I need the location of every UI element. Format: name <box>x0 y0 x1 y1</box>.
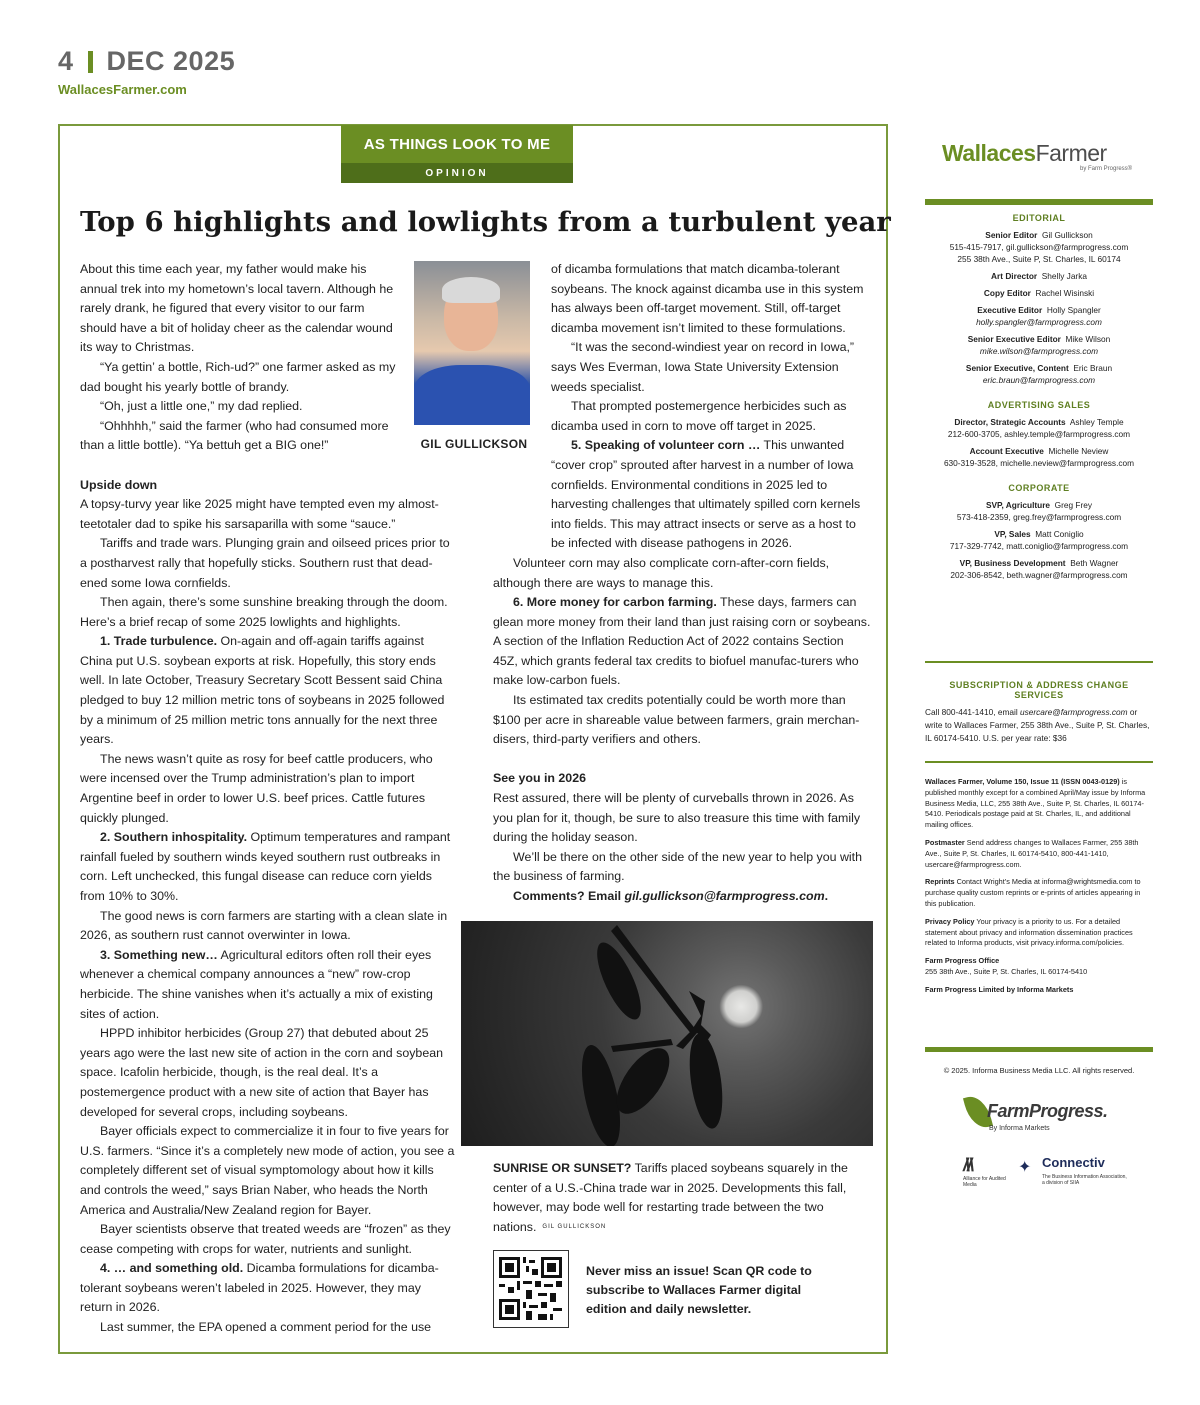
staff-contact: 202-306-8542, beth.wagner@farmprogress.com <box>950 570 1128 580</box>
fine-text: Send address changes to Wallaces Farmer, 255 38th Ave., Suite P, St. Charles, IL 60174-5410, 800-441-1410, usercare@farmprogress.com. <box>925 837 1139 869</box>
subscription-text <box>925 706 1153 745</box>
staff-entry <box>925 499 1153 523</box>
list-item-text: On-again and off-again tariffs against China put U.S. soybean exports at risk. Hopefully, this story ends well. In late October, Treasury Secretary Scott Bessent said China pledged to buy 12 million metric tons of soybeans in 2025 followed by a minimum of 25 million metric tons annually for the next three years. <box>80 634 445 747</box>
list-item <box>80 1259 456 1318</box>
kicker-sub: OPINION <box>341 163 573 183</box>
staff-name: Beth Wagner <box>1070 558 1119 568</box>
sidebar-rule <box>925 661 1153 663</box>
staff-name: Ashley Temple <box>1069 417 1124 427</box>
photo-credit: GIL GULLICKSON <box>542 1223 607 1230</box>
staff-contact: 573-418-2359, greg.frey@farmprogress.com <box>956 512 1122 522</box>
paragraph: About this time each year, my father would make his annual trek into my hometown’s local tavern. Although he rarely drank, he figured that every visitor to our farm should have a bit of holiday cheer as the calendar wound its way to Christmas. <box>80 262 394 355</box>
headline: Top 6 highlights and lowlights from a turbulent year <box>80 206 891 238</box>
subscription-email[interactable]: usercare@farmprogress.com <box>1020 707 1128 717</box>
paragraph: Volunteer corn may also complicate corn-after-corn fields, although there are ways to manage this. <box>493 555 830 590</box>
paragraph: Bayer scientists observe that treated weeds are “frozen” as they cease competing with crops for water, nutrients and sunlight. <box>80 1222 451 1256</box>
staff-entry <box>925 557 1153 581</box>
connectiv-name: Connectiv <box>1042 1155 1105 1170</box>
paragraph: That prompted postemergence herbicides such as dicamba used in corn to move off target in 2025. <box>551 399 847 433</box>
fine-bold: Wallaces Farmer, Volume 150, Issue 11 (ISSN 0043-0129) <box>925 777 1120 786</box>
ltd-info <box>925 985 1153 996</box>
list-item-title: 1. Trade turbulence. <box>100 634 218 649</box>
sub-text-2: or write to Wallaces Farmer, 255 38th Ave., Suite P, St. Charles, IL 60174-5410. U.S. per year rate: $36 <box>925 707 1150 743</box>
soybean-moon-photo <box>461 921 873 1146</box>
publication-info <box>925 777 1153 831</box>
postmaster-info <box>925 838 1153 870</box>
paragraph: We’ll be there on the other side of the new year to help you with the business of farming. <box>493 849 862 884</box>
sidebar-rule <box>925 1047 1153 1052</box>
subscription-services <box>925 680 1153 745</box>
staff-role: VP, Sales <box>994 529 1031 539</box>
paragraph: of dicamba formulations that match dicamba-tolerant soybeans. The knock against dicamba use in this system has always been off-target movement. Still, off-target dicamba movement isn’t limited to these formulations. <box>551 262 864 335</box>
staff-contact: 717-329-7742, matt.coniglio@farmprogress.com <box>949 541 1129 551</box>
list-item <box>80 632 456 750</box>
paragraph: Then again, there’s some sunshine breaking through the doom. Here’s a brief recap of some 2025 lowlights and highlights. <box>80 595 448 629</box>
article-column-2 <box>493 260 871 907</box>
paragraph: “Ohhhhh,” said the farmer (who had consumed more than a little bottle). “Ya bettuh get a BIG one!” <box>80 418 389 453</box>
paragraph: Bayer officials expect to commercialize it in four to five years for U.S. farmers. “Since it’s a completely new mode of action, you see a completely different set of visual symptomology about how it kills and controls the weed,” says Brian Naber, who heads the North America and Australia/New Zealand region for Bayer. <box>80 1124 455 1217</box>
sub-text-1: Call 800-441-1410, email <box>925 707 1021 717</box>
staff-email[interactable]: eric.braun@farmprogress.com <box>982 375 1096 385</box>
site-url[interactable]: WallacesFarmer.com <box>58 82 187 97</box>
fine-text: is published monthly except for a combined April/May issue by Informa Business Media, LLC, 255 38th Ave., Suite P, St. Charles, IL 60174-5410. Periodicals postage paid at St. Charles, IL, and additional mailing offices. <box>925 777 1146 830</box>
list-item <box>493 593 871 691</box>
corporate-title: CORPORATE <box>1008 483 1070 493</box>
list-item-title: 4. … and something old. <box>100 1261 244 1276</box>
aam-logo <box>963 1155 1013 1189</box>
fine-print <box>925 777 1153 1003</box>
staff-name: Rachel Wisinski <box>1035 288 1095 298</box>
staff-role: Executive Editor <box>977 305 1043 315</box>
staff-name: Gil Gullickson <box>1042 230 1093 240</box>
connectiv-logo <box>1018 1155 1128 1189</box>
section-kicker <box>341 125 573 183</box>
list-item-text: Agricultural editors often roll their eyes whenever a chemical company announces a “new” row-crop herbicide. The shine vanishes when it’s actually a mix of existing sites of action. <box>80 947 433 1021</box>
paragraph: “It was the second-windiest year on record in Iowa,” says Wes Everman, Iowa State University Extension weeds specialist. <box>551 340 855 394</box>
subscription-title: SUBSCRIPTION & ADDRESS CHANGE SERVICES <box>949 680 1129 700</box>
list-item <box>80 828 456 906</box>
aam-mark-icon: /\/\ <box>963 1155 972 1175</box>
staff-role: VP, Business Development <box>959 558 1066 568</box>
fine-bold: Privacy Policy <box>925 916 975 926</box>
list-item-title: 6. More money for carbon farming. <box>513 595 717 610</box>
staff-role: SVP, Agriculture <box>985 500 1051 510</box>
author-name: GIL GULLICKSON <box>420 437 528 451</box>
fine-bold: Reprints <box>925 877 955 887</box>
staff-entry <box>925 416 1153 440</box>
staff-name: Mike Wilson <box>1065 334 1111 344</box>
staff-contact: 515-415-7917, gil.gullickson@farmprogress.com <box>949 242 1129 252</box>
paragraph: HPPD inhibitor herbicides (Group 27) that debuted about 25 years ago were the last new site of action in the corn and soybean space. Icafolin herbicide, though, is the real deal. It’s a postemergence product with a new site of action that Bayer has developed for several crops, including soybeans. <box>80 1026 443 1119</box>
paragraph: Rest assured, there will be plenty of curveballs thrown in 2026. As you plan for it, though, be sure to also treasure this time with family during the holiday season. <box>493 791 861 845</box>
fine-text: 255 38th Ave., Suite P, St. Charles, IL 60174-5410 <box>925 966 1088 976</box>
comments-lead: Comments? Email <box>513 889 625 903</box>
staff-role: Account Executive <box>969 446 1044 456</box>
fine-bold: Postmaster <box>925 837 965 847</box>
subhead: See you in 2026 <box>493 771 586 786</box>
comments-email[interactable]: gil.gullickson@farmprogress.com <box>624 889 825 903</box>
wallaces-farmer-logo <box>942 140 1107 167</box>
list-item-title: 3. Something new… <box>100 947 218 962</box>
staff-entry <box>925 333 1153 357</box>
list-item-title: 5. Speaking of volunteer corn … <box>571 438 761 453</box>
staff-contact: 630-319-3528, michelle.neview@farmprogress.com <box>943 458 1135 468</box>
list-item <box>493 436 871 554</box>
sidebar-rule <box>925 761 1153 763</box>
paragraph: The good news is corn farmers are starting with a clean slate in 2026, as southern rust cannot overwinter in Iowa. <box>80 908 448 943</box>
staff-role: Art Director <box>991 271 1038 281</box>
fine-bold: Farm Progress Limited by Informa Markets <box>925 984 1074 994</box>
page-number: 4 <box>58 46 74 76</box>
comments-end: . <box>824 889 829 903</box>
sidebar-rule <box>925 199 1153 205</box>
staff-entry <box>925 528 1153 552</box>
staff-entry <box>925 229 1153 265</box>
staff-name: Michelle Neview <box>1048 446 1109 456</box>
staff-name: Shelly Jarka <box>1041 271 1087 281</box>
staff-contact: 212-600-3705, ashley.temple@farmprogress.com <box>947 429 1131 439</box>
editorial-title: EDITORIAL <box>1012 213 1066 223</box>
staff-role: Director, Strategic Accounts <box>954 417 1066 427</box>
staff-role: Senior Executive Editor <box>967 334 1061 344</box>
staff-entry <box>925 287 1153 299</box>
subscribe-qr-code[interactable] <box>493 1250 569 1328</box>
list-item-text: Dicamba formulations for dicamba-tolerant soybeans weren’t labeled in 2025. However, they may return in 2026. <box>80 1261 439 1315</box>
fp-name: FarmProgress. <box>987 1101 1108 1121</box>
soybean-silhouette <box>461 921 873 1146</box>
qr-code-icon <box>499 1256 562 1321</box>
list-item-title: 2. Southern inhospitality. <box>100 830 248 845</box>
caption-text: Tariffs placed soybeans squarely in the center of a U.S.-China trade war in 2025. Developments this fall, however, may bode well for restarting trade between the two nations. <box>493 1161 848 1234</box>
fine-text: Contact Wright’s Media at informa@wrightsmedia.com to purchase quality custom reprints or e-prints of articles appearing in this publication. <box>925 877 1141 908</box>
staff-role: Senior Executive, Content <box>965 363 1069 373</box>
list-item <box>80 946 456 1024</box>
fine-bold: Farm Progress Office <box>925 956 1000 966</box>
staff-name: Eric Braun <box>1073 363 1113 373</box>
paragraph: A topsy-turvy year like 2025 might have tempted even my almost-teetotaler dad to spike his sarsaparilla with some “sauce.” <box>80 497 439 531</box>
staff-address: 255 38th Ave., Suite P, St. Charles, IL 60174 <box>957 254 1121 264</box>
logo-sub: by Farm Progress® <box>1080 166 1133 172</box>
paragraph: The news wasn’t quite as rosy for beef cattle producers, who were incensed over the Trump administration’s plan to import Argentine beef in order to lower U.S. beef prices. Cattle futures quickly plunged. <box>80 751 433 825</box>
staff-email[interactable]: mike.wilson@farmprogress.com <box>979 346 1099 356</box>
paragraph: Last summer, the EPA opened a comment period for the use <box>100 1320 432 1335</box>
subhead: Upside down <box>80 477 158 492</box>
privacy-info <box>925 917 1153 949</box>
issue-date: DEC 2025 <box>106 46 236 76</box>
caption-lead: SUNRISE OR SUNSET? <box>493 1161 632 1175</box>
staff-email[interactable]: holly.spangler@farmprogress.com <box>976 317 1102 327</box>
folio-divider <box>88 51 93 73</box>
connectiv-text: The Business Information Association, a division of SIIA <box>1042 1174 1127 1186</box>
list-item-text: This unwanted “cover crop” sprouted after harvest in a number of Iowa cornfields. Environmental conditions in 2025 led to harvesting challenges that ultimately spilled corn kernels into fields. This may attract insects or serve as a host to be infected with disease pathogens in 2026. <box>551 438 861 551</box>
bird-icon: ✦ <box>1018 1159 1032 1176</box>
paragraph: “Ya gettin’ a bottle, Rich-ud?” one farmer asked as my dad bought his yearly bottle of brandy. <box>80 359 396 394</box>
staff-role: Copy Editor <box>983 288 1031 298</box>
staff-role: Senior Editor <box>985 230 1038 240</box>
copyright: © 2025. Informa Business Media LLC. All rights reserved. <box>943 1066 1135 1075</box>
staff-entry <box>925 304 1153 328</box>
list-item-text: Optimum temperatures and rampant rainfall fueled by southern winds keyed southern rust outbreaks in corn. Left unchecked, this fungal disease can reduce corn yields from 10% to 30%. <box>80 830 451 903</box>
paragraph: “Oh, just a little one,” my dad replied. <box>100 399 303 414</box>
paragraph: Tariffs and trade wars. Plunging grain and oilseed prices prior to a postharvest rally that hopefully sticks. Southern rust that dead-ened some Iowa cornfields. <box>80 536 450 590</box>
advertising-title: ADVERTISING SALES <box>987 400 1091 410</box>
fp-sub: By Informa Markets <box>989 1125 1050 1132</box>
comments-line <box>493 887 871 907</box>
staff-name: Greg Frey <box>1054 500 1093 510</box>
staff-name: Holly Spangler <box>1046 305 1101 315</box>
aam-text: Alliance for Audited Media <box>963 1176 1006 1188</box>
masthead <box>925 213 1153 586</box>
folio <box>58 46 235 77</box>
subscribe-callout: Never miss an issue! Scan QR code to subscribe to Wallaces Farmer digital edition and daily newsletter. <box>586 1264 812 1316</box>
fine-text: Your privacy is a priority to us. For a detailed statement about privacy and information dissemination practices related to Informa products, visit privacy.informa.com/policies. <box>925 916 1133 948</box>
office-info <box>925 956 1153 978</box>
logo-bold: Wallaces <box>942 140 1036 166</box>
staff-entry <box>925 270 1153 282</box>
logo-light: Farmer <box>1035 140 1107 166</box>
article-column-1 <box>80 260 456 1338</box>
reprints-info <box>925 877 1153 909</box>
photo-caption <box>493 1159 865 1237</box>
farm-progress-logo <box>967 1095 1117 1145</box>
list-item-text: These days, farmers can glean more money from their land than just raising corn or soybeans. A section of the Inflation Reduction Act of 2022 contains Section 45Z, which grants federal tax credits to biofuel manufac-turers who make low-carbon fuels. <box>493 595 871 688</box>
staff-name: Matt Coniglio <box>1035 529 1084 539</box>
staff-entry <box>925 445 1153 469</box>
paragraph: Its estimated tax credits potentially could be worth more than $100 per acre in shareable value between farmers, grain merchan-disers, third-party verifiers and others. <box>493 693 860 747</box>
kicker-label: AS THINGS LOOK TO ME <box>341 125 573 163</box>
staff-entry <box>925 362 1153 386</box>
